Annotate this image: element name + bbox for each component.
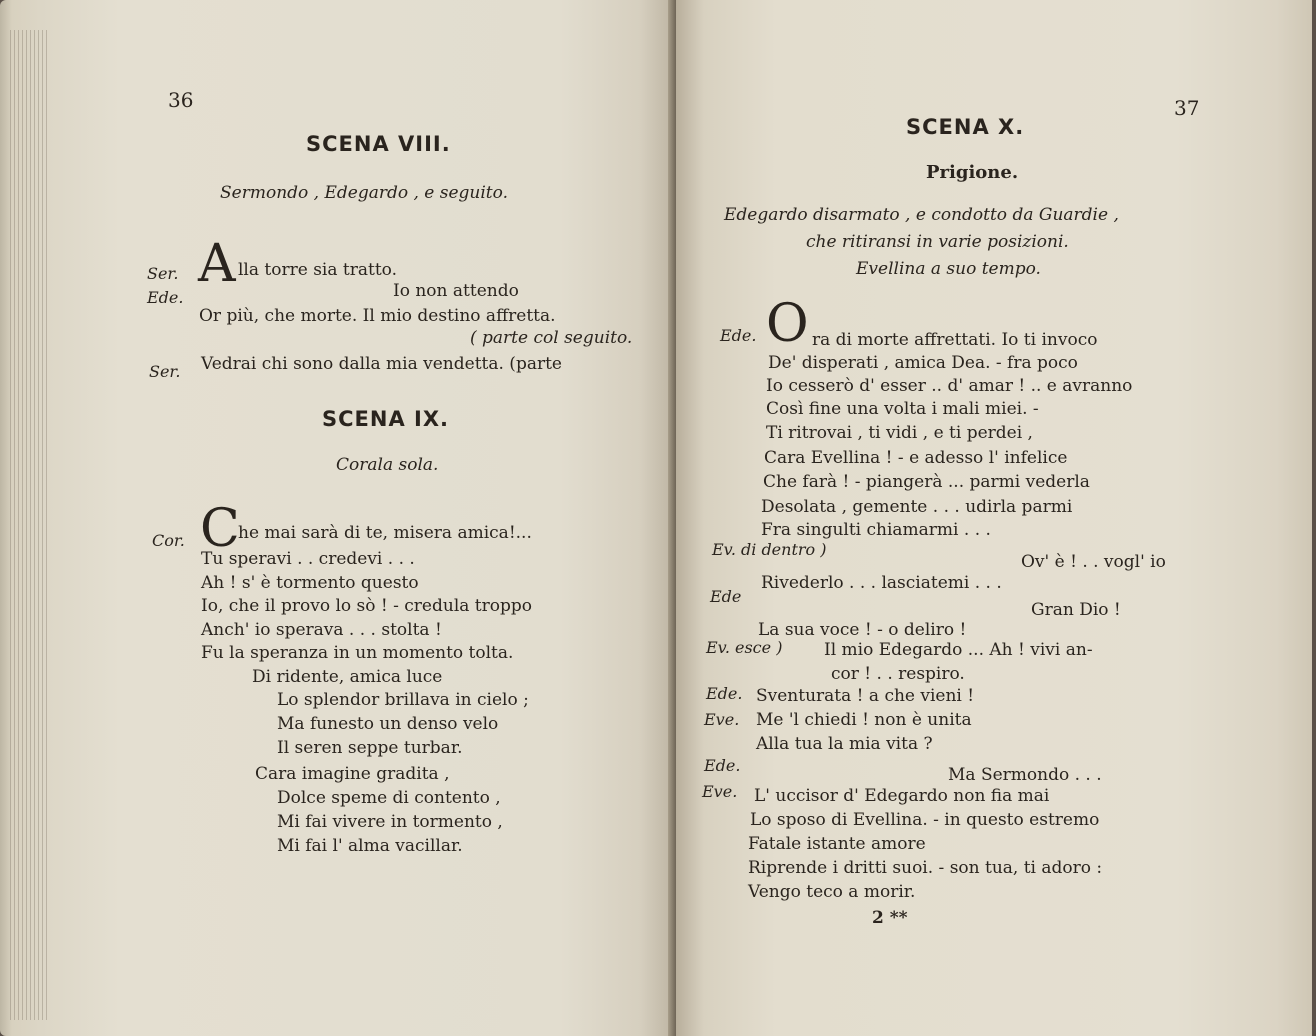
stage-direction: Edegardo disarmato , e condotto da Guardie , [724,205,1119,225]
verse-line: Ov' è ! . . vogl' io [1021,552,1166,572]
verse-line: Io cesserò d' esser .. d' amar ! .. e avranno [766,376,1133,396]
speaker-label: Eve. [704,710,740,729]
verse-line: Me 'l chiedi ! non è unita [756,710,972,730]
speaker-label: Ser. [149,362,181,381]
scene-ix-characters: Corala sola. [336,455,439,475]
scene-setting: Prigione. [926,162,1019,183]
verse-line: De' disperati , amica Dea. - fra poco [768,353,1078,373]
verse-line: Fu la speranza in un momento tolta. [201,643,514,663]
verse-line: he mai sarà di te, misera amica!... [238,523,532,543]
verse-line: Io non attendo [393,281,519,301]
drop-capital: O [766,294,809,354]
verse-line: Mi fai vivere in tormento , [277,812,503,832]
verse-line: L' uccisor d' Edegardo non fia mai [754,786,1050,806]
scene-x-heading: SCENA X. [906,115,1025,139]
printer-signature: 2 ** [872,908,908,928]
stage-direction: ( parte col seguito. [470,328,633,348]
verse-line: Così fine una volta i mali miei. - [766,399,1039,419]
page-number-right: 37 [1174,96,1200,120]
verse-line: Il seren seppe turbar. [277,738,463,758]
verse-line: cor ! . . respiro. [831,664,965,684]
verse-line: Ma funesto un denso velo [277,714,499,734]
verse-line: Io, che il provo lo sò ! - credula troppo [201,596,532,616]
verse-line: Che farà ! - piangerà ... parmi vederla [763,472,1090,492]
drop-capital: C [200,499,240,559]
verse-line: lla torre sia tratto. [238,260,397,280]
verse-line: Cara Evellina ! - e adesso l' infelice [764,448,1068,468]
verse-line: Rivederlo . . . lasciatemi . . . [761,573,1002,593]
verse-line: Vengo teco a morir. [748,882,916,902]
verse-line: Di ridente, amica luce [252,667,443,687]
stage-direction: Evellina a suo tempo. [856,259,1041,279]
right-page [676,0,1312,1036]
verse-line: Fra singulti chiamarmi . . . [761,520,991,540]
verse-line: Dolce speme di contento , [277,788,501,808]
verse-line: Fatale istante amore [748,834,926,854]
speaker-label: Ev. esce ) [706,638,783,657]
verse-line: Cara imagine gradita , [255,764,450,784]
speaker-label: Ede. [147,288,184,307]
page-number-left: 36 [168,88,194,112]
verse-line: Ah ! s' è tormento questo [201,573,419,593]
verse-line: Lo splendor brillava in cielo ; [277,690,529,710]
verse-line: La sua voce ! - o deliro ! [758,620,967,640]
verse-line: Mi fai l' alma vacillar. [277,836,463,856]
speaker-label: Ede [710,587,742,606]
page-edges [10,30,50,1020]
speaker-label: Ser. [147,264,179,283]
speaker-label: Ede. [706,684,743,703]
drop-capital: A [198,234,236,294]
scene-viii-heading: SCENA VIII. [306,132,451,156]
scene-ix-heading: SCENA IX. [322,407,450,431]
verse-line: Gran Dio ! [1031,600,1121,620]
scene-viii-characters: Sermondo , Edegardo , e seguito. [220,183,508,203]
speaker-label: Eve. [702,782,738,801]
stage-direction: che ritiransi in varie posizioni. [806,232,1069,252]
speaker-label: Ede. [704,756,741,775]
verse-line: Ti ritrovai , ti vidi , e ti perdei , [766,423,1033,443]
verse-line: ra di morte affrettati. Io ti invoco [812,330,1098,350]
verse-line: Desolata , gemente . . . udirla parmi [761,497,1073,517]
verse-line: Il mio Edegardo ... Ah ! vivi an- [824,640,1093,660]
verse-line: Vedrai chi sono dalla mia vendetta. (parte [201,354,562,374]
verse-line: Alla tua la mia vita ? [756,734,933,754]
verse-line: Tu speravi . . credevi . . . [201,549,415,569]
verse-line: Or più, che morte. Il mio destino affretta. [199,306,556,326]
speaker-label: Ede. [720,326,757,345]
verse-line: Ma Sermondo . . . [948,765,1102,785]
speaker-label: Cor. [152,531,185,550]
verse-line: Lo sposo di Evellina. - in questo estremo [750,810,1100,830]
speaker-label: Ev. di dentro ) [712,540,827,559]
verse-line: Riprende i dritti suoi. - son tua, ti adoro : [748,858,1103,878]
verse-line: Anch' io sperava . . . stolta ! [201,620,442,640]
verse-line: Sventurata ! a che vieni ! [756,686,975,706]
